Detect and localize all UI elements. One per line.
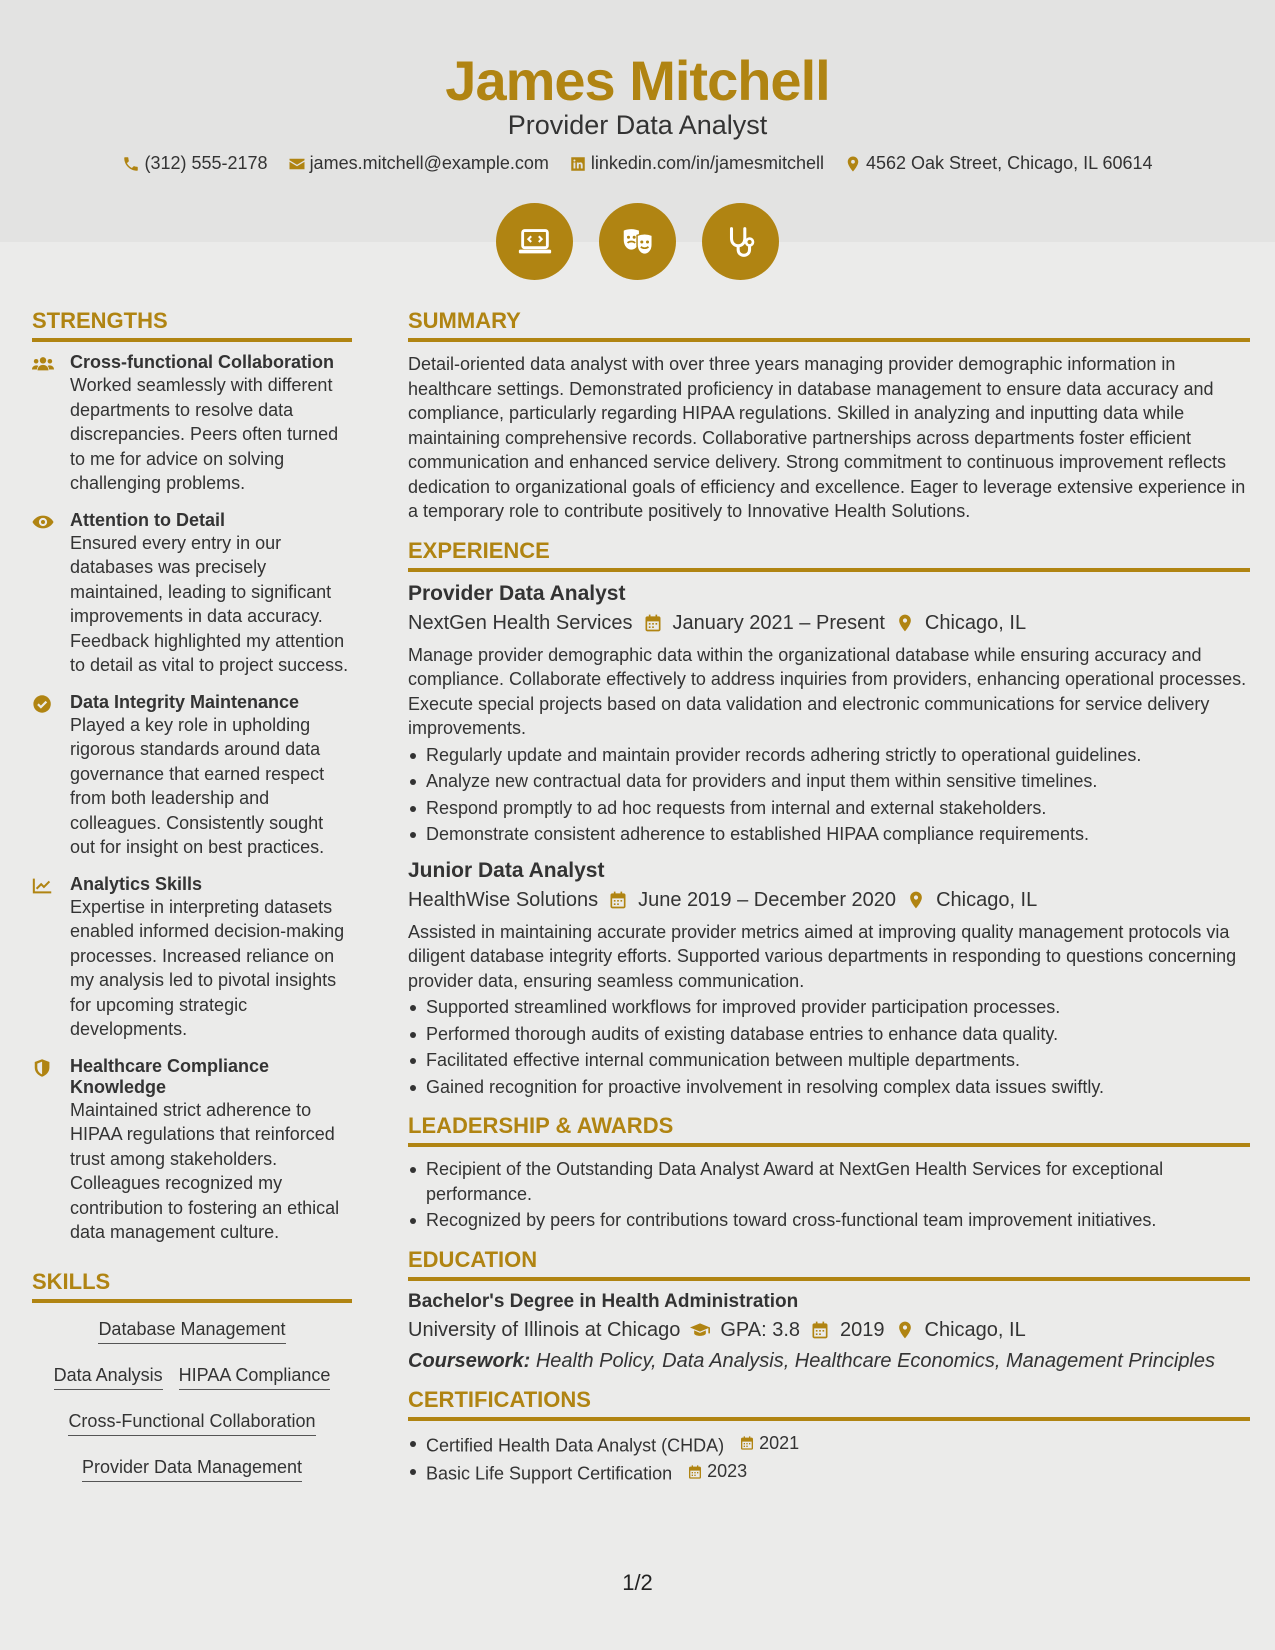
phone-text: (312) 555-2178 xyxy=(144,153,268,173)
experience-heading: EXPERIENCE xyxy=(408,538,1250,572)
list-item xyxy=(408,1431,1250,1458)
calendar-icon xyxy=(687,1464,703,1480)
eye-icon xyxy=(32,512,54,532)
gpa: GPA: 3.8 xyxy=(720,1318,801,1341)
cert-name: Certified Health Data Analyst (CHDA) xyxy=(426,1434,725,1455)
strength-desc: Played a key role in upholding rigorous standards around data governance that earned respect from both leadership and colleagues. Consistently sought out for insight on best practices. xyxy=(70,714,325,857)
list-item: Respond promptly to ad hoc requests from internal and external stakeholders. xyxy=(408,796,1250,821)
job-title: Provider Data Analyst xyxy=(408,581,626,605)
job-dates: June 2019 – December 2020 xyxy=(638,888,897,911)
linkedin-icon xyxy=(569,155,587,173)
envelope-icon xyxy=(288,155,306,173)
map-marker-icon xyxy=(895,1320,915,1340)
list-item: Demonstrate consistent adherence to established HIPAA compliance requirements. xyxy=(408,822,1250,847)
contact-linkedin[interactable] xyxy=(569,153,824,174)
job-meta xyxy=(408,889,1250,912)
certifications-section xyxy=(408,1387,1250,1487)
coursework-text: Health Policy, Data Analysis, Healthcare Economics, Management Principles xyxy=(535,1349,1216,1372)
map-marker-icon xyxy=(844,155,862,173)
certifications-list xyxy=(408,1431,1250,1487)
list-item: Supported streamlined workflows for improved provider participation processes. xyxy=(408,995,1250,1020)
job-meta xyxy=(408,612,1250,635)
map-marker-icon xyxy=(906,890,926,910)
summary-heading: SUMMARY xyxy=(408,308,1250,342)
coursework-label: Coursework: xyxy=(408,1349,531,1372)
job-title: Junior Data Analyst xyxy=(408,858,605,882)
list-item: Facilitated effective internal communication between multiple departments. xyxy=(408,1048,1250,1073)
candidate-name: James Mitchell xyxy=(445,49,830,112)
list-item: Performed thorough audits of existing database entries to enhance data quality. xyxy=(408,1022,1250,1047)
calendar-icon xyxy=(810,1320,830,1340)
job-location: Chicago, IL xyxy=(936,888,1038,911)
education-heading: EDUCATION xyxy=(408,1247,1250,1281)
job-location: Chicago, IL xyxy=(924,611,1027,634)
calendar-icon xyxy=(643,613,663,633)
right-column xyxy=(408,308,1250,1500)
job-company: HealthWise Solutions xyxy=(408,888,599,911)
list-item xyxy=(408,1459,1250,1486)
strength-item xyxy=(32,510,352,678)
list-item: Gained recognition for proactive involvement in resolving complex data issues swiftly. xyxy=(408,1075,1250,1100)
strength-title: Healthcare Compliance Knowledge xyxy=(70,1055,270,1097)
leadership-heading: LEADERSHIP & AWARDS xyxy=(408,1113,1250,1147)
chart-line-icon xyxy=(32,876,54,896)
stethoscope-icon xyxy=(702,203,779,280)
candidate-title: Provider Data Analyst xyxy=(507,110,768,140)
list-item: Recipient of the Outstanding Data Analyst Award at NextGen Health Services for exceptional performance. xyxy=(408,1157,1250,1206)
strength-title: Attention to Detail xyxy=(70,509,225,530)
job-entry xyxy=(408,859,1250,1100)
email-text: james.mitchell@example.com xyxy=(309,153,549,173)
skill-tag: Cross-Functional Collaboration xyxy=(68,1411,315,1436)
header-icons xyxy=(0,203,1275,280)
summary-section xyxy=(408,308,1250,524)
skills-heading: SKILLS xyxy=(32,1269,352,1303)
list-item: Recognized by peers for contributions toward cross-functional team improvement initiatives. xyxy=(408,1208,1250,1233)
cert-year: 2023 xyxy=(707,1461,748,1482)
shield-icon xyxy=(32,1058,54,1078)
users-icon xyxy=(32,354,54,374)
skill-tag: Data Analysis xyxy=(54,1365,163,1390)
job-entry xyxy=(408,582,1250,847)
skills-list xyxy=(32,1313,352,1497)
strength-title: Data Integrity Maintenance xyxy=(70,691,300,712)
leadership-list xyxy=(408,1157,1250,1233)
graduation-cap-icon xyxy=(690,1320,710,1340)
strength-desc: Worked seamlessly with different departments to resolve data discrepancies. Peers often turned to me for advice on solving challenging problems. xyxy=(70,375,339,493)
experience-section xyxy=(408,538,1250,1100)
address-text: 4562 Oak Street, Chicago, IL 60614 xyxy=(866,153,1153,173)
skill-tag: HIPAA Compliance xyxy=(179,1365,331,1390)
strengths-heading: STRENGTHS xyxy=(32,308,352,342)
strength-desc: Expertise in interpreting datasets enabled informed decision-making processes. Increased reliance on my analysis led to pivotal insights for upcoming strategic developments. xyxy=(70,896,345,1039)
strength-title: Analytics Skills xyxy=(70,873,203,894)
linkedin-text: linkedin.com/in/jamesmitchell xyxy=(590,153,824,173)
contact-phone[interactable] xyxy=(122,153,267,174)
skill-tag: Database Management xyxy=(98,1319,285,1344)
cert-year: 2021 xyxy=(759,1432,800,1453)
school-location: Chicago, IL xyxy=(924,1318,1026,1341)
list-item: Regularly update and maintain provider records adhering strictly to operational guidelines. xyxy=(408,743,1250,768)
phone-icon xyxy=(122,155,140,173)
list-item: Analyze new contractual data for providers and input them within sensitive timelines. xyxy=(408,769,1250,794)
coursework xyxy=(408,1350,1250,1373)
certifications-heading: CERTIFICATIONS xyxy=(408,1387,1250,1421)
job-dates: January 2021 – Present xyxy=(672,611,885,634)
education-meta xyxy=(408,1319,1250,1342)
page-number: 1/2 xyxy=(622,1570,653,1595)
job-bullets xyxy=(408,743,1250,847)
cert-name: Basic Life Support Certification xyxy=(426,1463,673,1484)
degree-title: Bachelor's Degree in Health Administration xyxy=(408,1290,799,1312)
contact-email[interactable] xyxy=(288,153,549,174)
leadership-section xyxy=(408,1113,1250,1233)
theater-masks-icon xyxy=(599,203,676,280)
skill-tag: Provider Data Management xyxy=(82,1457,302,1482)
check-circle-icon xyxy=(32,694,54,714)
job-desc: Manage provider demographic data within the organizational database while ensuring accuracy and compliance. Collaborate effectively to address inquiries from providers, enhancing operational processes. Execute special projects based on data validation and electronic communications for service delivery improvements. xyxy=(408,644,1247,738)
strength-item xyxy=(32,874,352,1042)
summary-text: Detail-oriented data analyst with over three years managing provider demographic information in healthcare settings. Demonstrated proficiency in database management to ensure data accuracy and compliance, particularly regarding HIPAA regulations. Skilled in analyzing and inputting data while maintaining comprehensive records. Collaborative partnerships across departments foster efficient communication and enhanced service delivery. Strong commitment to continuous improvement reflects dedication to organizational goals of efficiency and excellence. Eager to leverage extensive experience in a temporary role to contribute positively to Innovative Health Solutions. xyxy=(408,354,1246,521)
graduation-year: 2019 xyxy=(840,1318,885,1341)
job-company: NextGen Health Services xyxy=(408,611,633,634)
job-bullets xyxy=(408,995,1250,1099)
strength-desc: Maintained strict adherence to HIPAA regulations that reinforced trust among stakeholders. Colleagues recognized my contribution to fostering an ethical data management culture. xyxy=(70,1099,340,1242)
map-marker-icon xyxy=(895,613,915,633)
strength-item xyxy=(32,1056,352,1245)
job-desc: Assisted in maintaining accurate provider metrics aimed at improving quality management protocols via diligent database integrity efforts. Supported various departments in responding to questions concerning provider data, ensuring seamless communication. xyxy=(408,921,1237,991)
strength-item xyxy=(32,352,352,496)
laptop-code-icon xyxy=(496,203,573,280)
left-column xyxy=(32,308,352,1497)
strength-desc: Ensured every entry in our databases was precisely maintained, leading to significant improvements in data accuracy. Feedback highlighted my attention to detail as vital to project success. xyxy=(70,532,349,675)
contact-address xyxy=(844,153,1153,174)
strength-item xyxy=(32,692,352,860)
school-name: University of Illinois at Chicago xyxy=(408,1318,681,1341)
education-section xyxy=(408,1247,1250,1373)
strength-title: Cross-functional Collaboration xyxy=(70,352,335,372)
calendar-icon xyxy=(608,890,628,910)
calendar-icon xyxy=(739,1435,755,1451)
contact-bar xyxy=(0,153,1275,174)
